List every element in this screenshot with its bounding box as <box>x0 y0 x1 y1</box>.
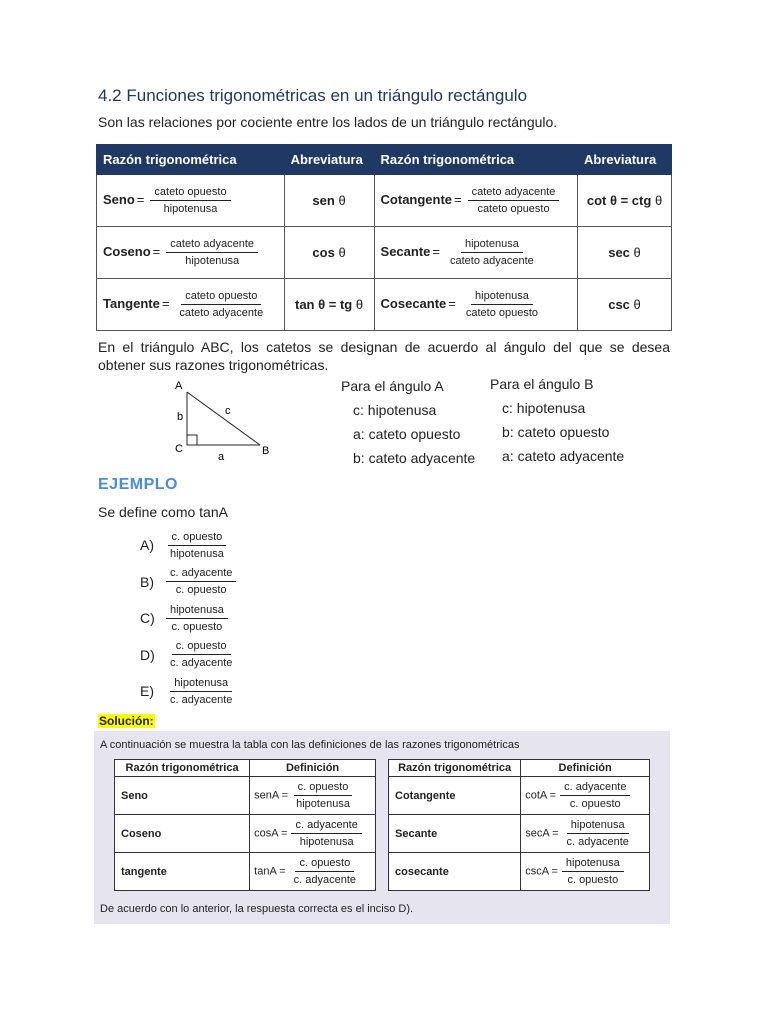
answer-option[interactable] <box>140 527 236 564</box>
fraction <box>166 604 228 633</box>
function-name: senA = <box>254 789 289 802</box>
fraction-numerator: cateto opuesto <box>150 186 230 201</box>
fraction-numerator: cateto adyacente <box>468 186 560 201</box>
ratio-name: Cotangente <box>389 777 521 815</box>
equals-sign: = <box>432 243 440 259</box>
answer-option[interactable] <box>140 637 236 674</box>
ratio-definition-cell <box>97 279 285 331</box>
table-row <box>115 853 376 891</box>
fraction <box>166 640 236 669</box>
definition-cell <box>250 777 376 815</box>
fraction-denominator: cateto adyacente <box>450 255 534 267</box>
fraction-denominator: c. adyacente <box>170 657 233 670</box>
ratio-name: Seno <box>103 191 135 207</box>
option-label: A) <box>140 537 154 554</box>
table-row <box>389 815 650 853</box>
definitions-table-right <box>388 759 650 891</box>
ratio-name: Coseno <box>115 815 250 853</box>
header-abbr: Abreviatura <box>284 145 374 175</box>
fraction-numerator: hipotenusa <box>461 238 523 253</box>
solution-box <box>94 731 670 924</box>
equals-sign: = <box>136 191 145 207</box>
right-angle-mark <box>187 435 197 445</box>
section-heading: 4.2 Funciones trigonométricas en un triángulo rectángulo <box>98 86 528 105</box>
angle-b-list <box>490 372 624 468</box>
fraction <box>166 238 258 267</box>
ratio-name: Seno <box>115 777 250 815</box>
side-b-label: b <box>177 411 184 423</box>
fraction <box>563 819 633 848</box>
fraction-denominator: cateto opuesto <box>477 203 550 215</box>
abbreviation: cos <box>312 245 335 260</box>
table-row <box>97 175 672 227</box>
ratio-definition-cell <box>97 227 285 279</box>
ratio-name: Coseno <box>103 243 151 259</box>
fraction-denominator: hipotenusa <box>299 836 354 848</box>
table-row <box>115 815 376 853</box>
fraction-denominator: hipotenusa <box>163 203 218 215</box>
fraction-denominator: c. adyacente <box>170 693 233 706</box>
table-header-row <box>97 145 672 175</box>
def-header-definition: Definición <box>250 760 376 777</box>
abbreviation-cell <box>284 227 374 279</box>
answer-option[interactable] <box>140 600 236 637</box>
fraction <box>166 677 236 706</box>
fraction-numerator: c. adyacente <box>560 781 630 796</box>
fraction <box>166 531 228 560</box>
definition-cell <box>521 777 650 815</box>
fraction <box>290 857 360 886</box>
table-row <box>389 777 650 815</box>
abbreviation: cot θ = ctg <box>586 193 652 208</box>
fraction-denominator: cateto opuesto <box>465 307 539 319</box>
ratio-name: Cotangente <box>380 191 453 207</box>
angle-a-item: b: cateto adyacente <box>353 450 476 466</box>
fraction-denominator: hipotenusa <box>185 255 240 267</box>
function-name: cscA = <box>525 865 558 878</box>
fraction-denominator: c. opuesto <box>175 584 227 597</box>
fraction <box>166 567 236 596</box>
intro-text: Son las relaciones por cociente entre los lados de un triángulo rectángulo. <box>98 114 558 130</box>
equals-sign: = <box>152 243 161 259</box>
fraction-denominator: c. opuesto <box>569 798 621 810</box>
ratio-name: cosecante <box>389 853 521 891</box>
side-c <box>187 392 260 445</box>
definitions-table-left <box>114 759 376 891</box>
solution-label: Solución: <box>99 714 154 728</box>
fraction <box>462 290 542 319</box>
fraction-numerator: hipotenusa <box>170 677 232 692</box>
solution-intro: A continuación se muestra la tabla con las definiciones de las razones trigonométricas <box>100 739 520 751</box>
ratio-definition-cell <box>374 175 577 227</box>
fraction <box>446 238 538 267</box>
function-name: cotA = <box>525 789 557 802</box>
fraction-denominator: c. opuesto <box>171 620 223 633</box>
abbreviation: tan θ = tg <box>295 297 353 312</box>
function-name: tanA = <box>254 865 286 878</box>
fraction-denominator: c. opuesto <box>567 874 619 886</box>
def-header-definition: Definición <box>521 760 650 777</box>
header-ratio: Razón trigonométrica <box>97 145 285 175</box>
function-name: secA = <box>525 827 559 840</box>
ratio-name: Secante <box>380 243 431 259</box>
table-row <box>389 853 650 891</box>
ejemplo-title: EJEMPLO <box>98 476 178 493</box>
table-row <box>97 227 672 279</box>
abbreviation-cell <box>284 279 374 331</box>
theta-symbol: θ <box>355 297 364 312</box>
side-a-label: a <box>218 451 225 460</box>
def-header-ratio: Razón trigonométrica <box>389 760 521 777</box>
header-abbr: Abreviatura <box>578 145 672 175</box>
angle-b-item: a: cateto adyacente <box>502 448 625 464</box>
fraction <box>150 186 230 215</box>
fraction-numerator: c. adyacente <box>166 567 236 582</box>
abbreviation: sen <box>312 193 335 208</box>
fraction-numerator: cateto adyacente <box>166 238 258 253</box>
abbreviation-cell <box>284 175 374 227</box>
abbreviation: csc <box>608 297 630 312</box>
fraction-denominator: hipotenusa <box>296 798 350 810</box>
abbreviation-cell <box>578 175 672 227</box>
fraction-numerator: c. opuesto <box>294 781 353 796</box>
abbreviation-cell <box>578 227 672 279</box>
solution-conclusion: De acuerdo con lo anterior, la respuesta correcta es el inciso D). <box>100 903 414 915</box>
fraction-numerator: hipotenusa <box>166 604 228 619</box>
angle-a-item: a: cateto opuesto <box>353 426 461 442</box>
option-label: E) <box>140 683 154 700</box>
fraction <box>562 857 624 886</box>
angle-b-title: Para el ángulo B <box>490 376 594 392</box>
side-c-label: c <box>225 405 231 417</box>
ratio-definition-cell <box>374 279 577 331</box>
question-text: Se define como tanA <box>98 504 228 520</box>
ratio-name: tangente <box>115 853 250 891</box>
answer-options <box>140 527 236 710</box>
fraction-numerator: c. opuesto <box>295 857 354 872</box>
fraction-numerator: hipotenusa <box>471 290 533 305</box>
option-label: C) <box>140 610 155 627</box>
fraction-numerator: c. opuesto <box>168 531 227 546</box>
definition-cell <box>250 853 376 891</box>
def-header-ratio: Razón trigonométrica <box>115 760 250 777</box>
fraction-numerator: cateto opuesto <box>181 290 261 305</box>
theta-symbol: θ <box>338 193 346 208</box>
angle-b-item: b: cateto opuesto <box>502 424 610 440</box>
equals-sign: = <box>448 295 456 311</box>
function-name: cosA = <box>254 827 288 840</box>
fraction-denominator: hipotenusa <box>170 547 224 560</box>
fraction <box>468 186 560 215</box>
fraction-denominator: cateto adyacente <box>179 307 264 319</box>
abbreviation-cell <box>578 279 672 331</box>
angle-a-list <box>341 374 475 470</box>
definition-cell <box>250 815 376 853</box>
fraction <box>291 819 361 848</box>
ratio-definition-cell <box>97 175 285 227</box>
theta-symbol: θ <box>654 193 663 208</box>
answer-option[interactable] <box>140 564 236 601</box>
abbreviation: sec <box>608 245 630 260</box>
definition-cell <box>521 815 650 853</box>
option-label: D) <box>140 646 155 663</box>
fraction-numerator: hipotenusa <box>567 819 629 834</box>
angle-b-item: c: hipotenusa <box>502 400 586 416</box>
option-label: B) <box>140 573 154 590</box>
ratio-definition-cell <box>374 227 577 279</box>
header-ratio: Razón trigonométrica <box>374 145 577 175</box>
fraction <box>175 290 267 319</box>
equals-sign: = <box>454 191 462 207</box>
fraction <box>560 781 630 810</box>
equals-sign: = <box>161 295 170 311</box>
fraction-denominator: c. adyacente <box>293 874 357 886</box>
table-row <box>115 777 376 815</box>
angle-a-title: Para el ángulo A <box>341 378 444 394</box>
fraction-numerator: c. adyacente <box>291 819 361 834</box>
ratio-name: Cosecante <box>380 295 447 311</box>
table-row <box>97 279 672 331</box>
answer-option[interactable] <box>140 673 236 710</box>
trig-ratios-table <box>96 144 672 331</box>
fraction-denominator: c. adyacente <box>566 836 629 848</box>
fraction-numerator: c. opuesto <box>172 640 231 655</box>
fraction-numerator: hipotenusa <box>562 857 624 872</box>
ratio-name: Tangente <box>103 295 160 311</box>
vertex-c-label: C <box>175 443 183 455</box>
definition-cell <box>521 853 650 891</box>
theta-symbol: θ <box>633 297 641 312</box>
theta-symbol: θ <box>338 245 346 260</box>
vertex-b-label: B <box>262 445 270 457</box>
ratio-name: Secante <box>389 815 521 853</box>
right-triangle-diagram <box>172 378 282 460</box>
triangle-paragraph: En el triángulo ABC, los catetos se designan de acuerdo al ángulo del que se desea obtener sus razones trigonométricas. <box>98 339 670 373</box>
theta-symbol: θ <box>633 245 641 260</box>
vertex-a-label: A <box>175 380 183 392</box>
angle-a-item: c: hipotenusa <box>353 402 437 418</box>
fraction <box>292 781 354 810</box>
